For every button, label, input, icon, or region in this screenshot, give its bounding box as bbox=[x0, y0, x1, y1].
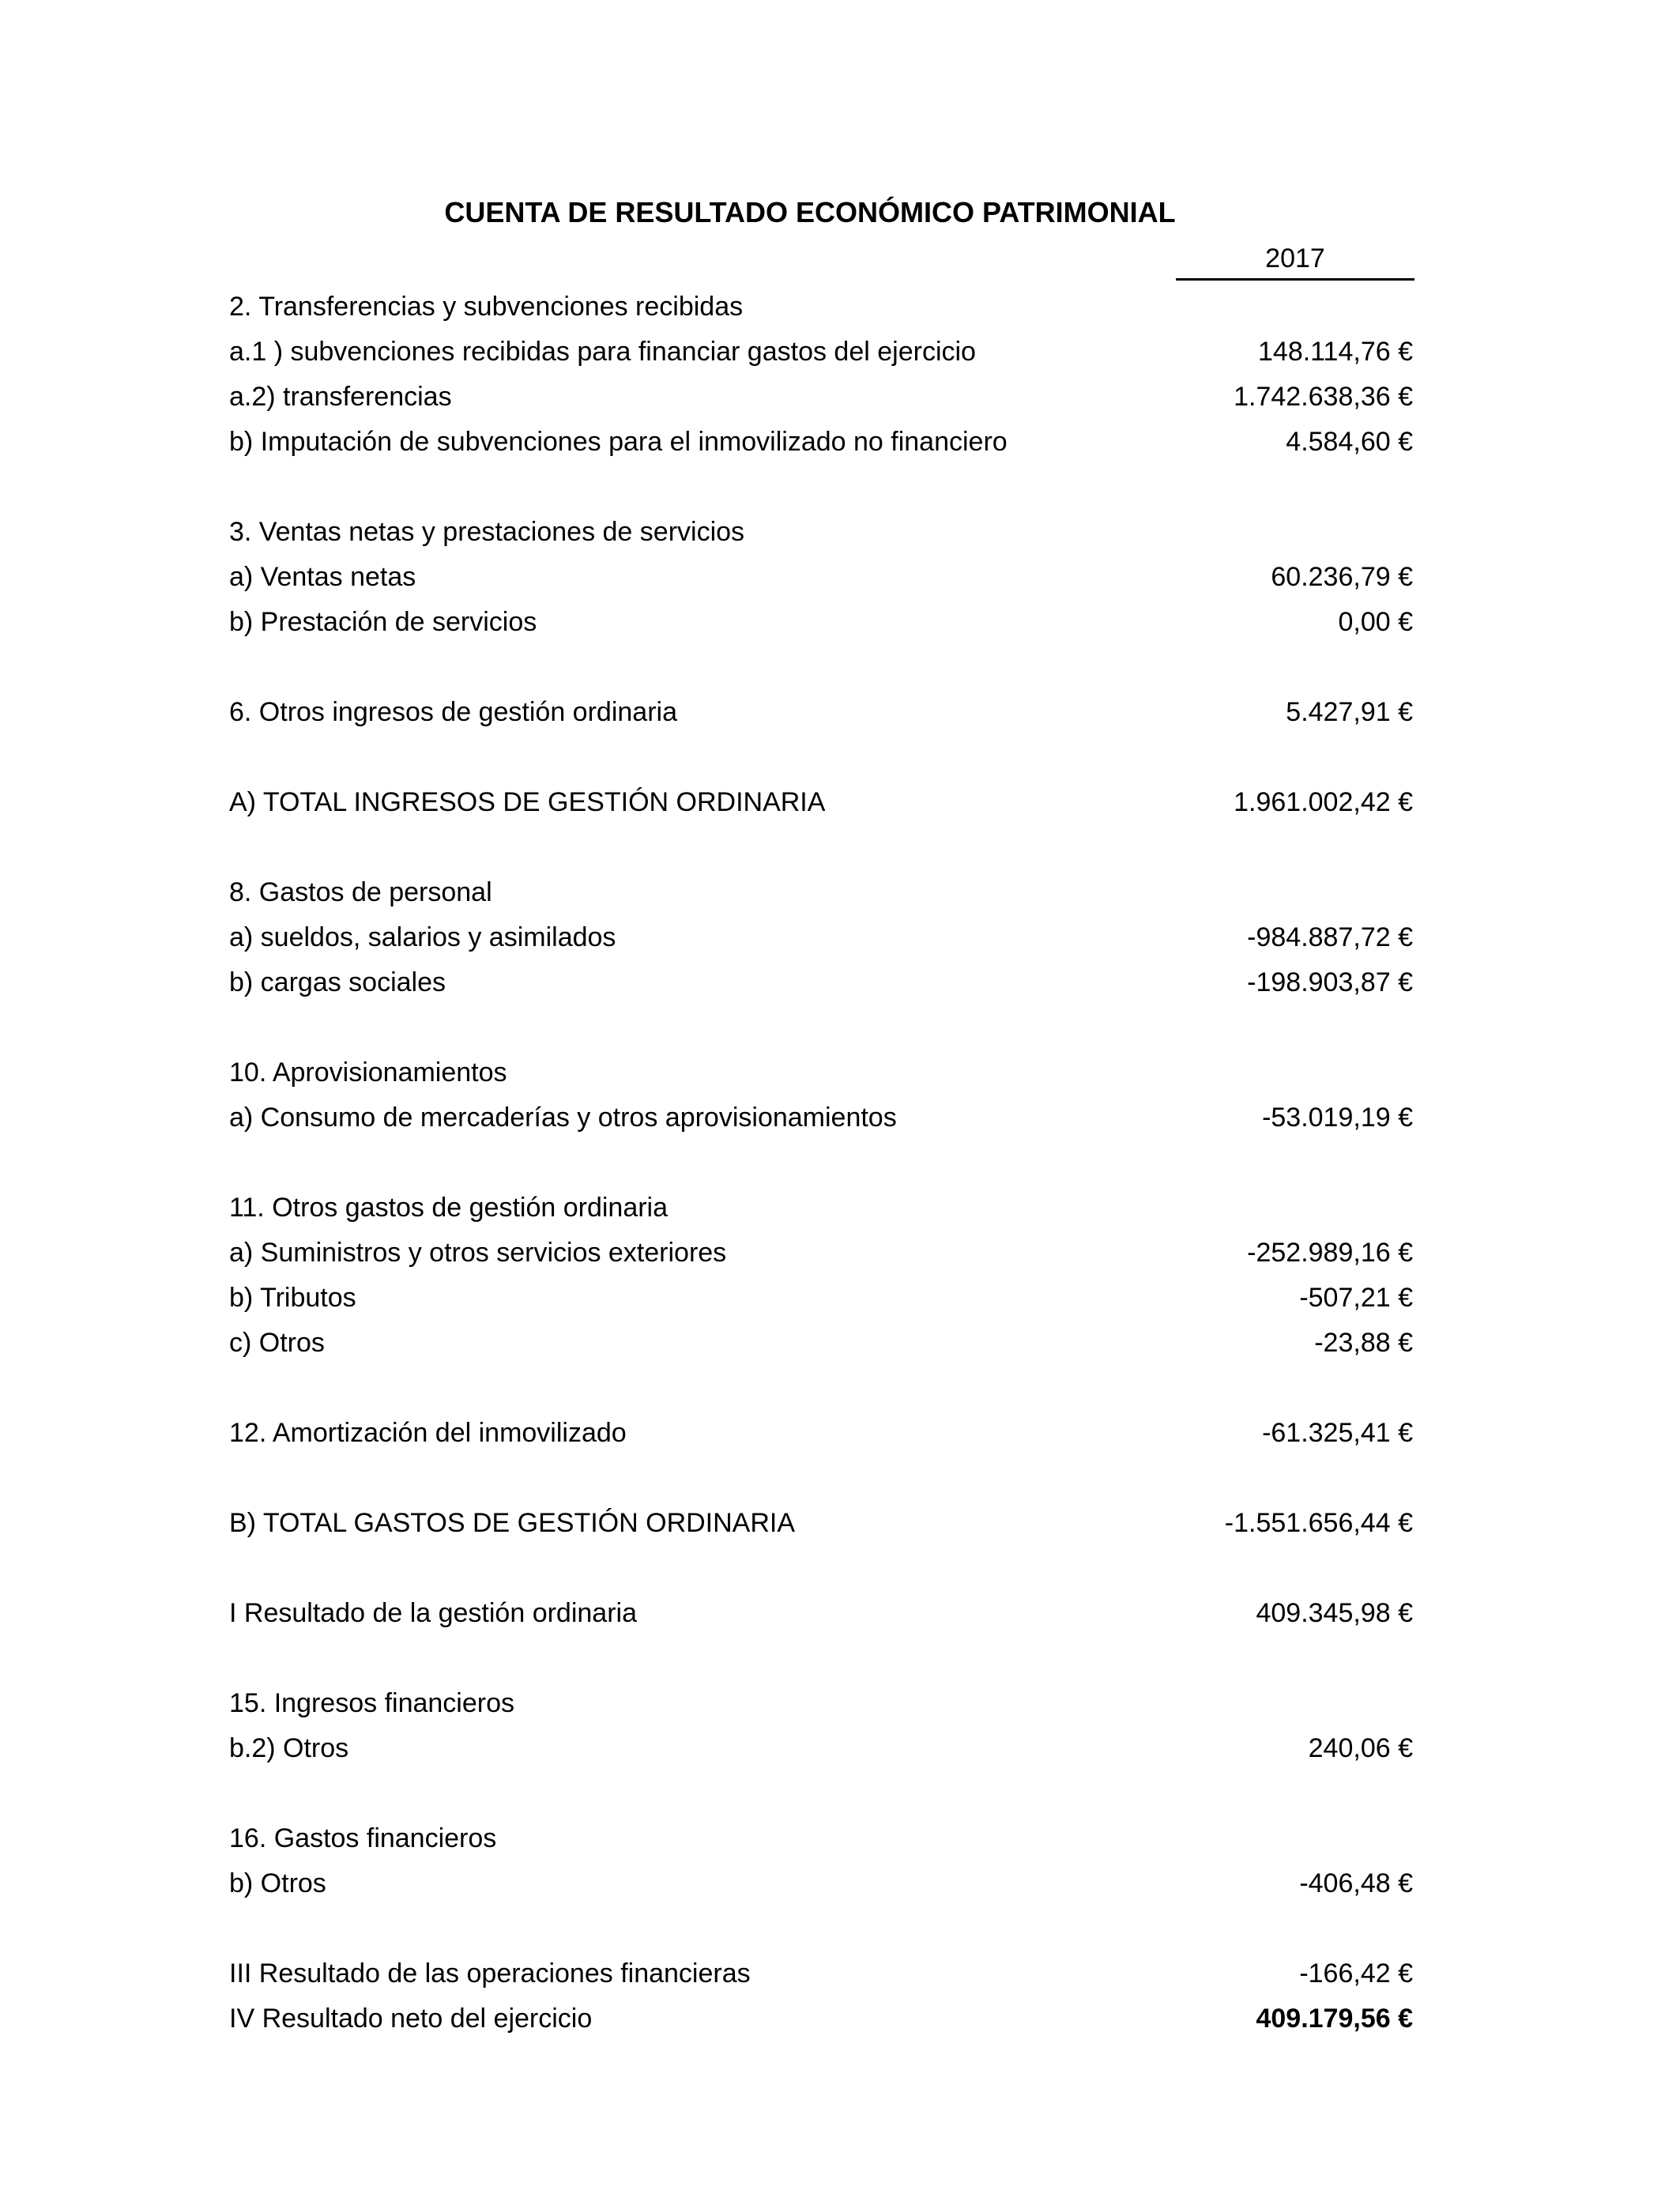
year-column-header: 2017 bbox=[1176, 239, 1414, 281]
row-label: a.1 ) subvenciones recibidas para financiar gastos del ejercicio bbox=[229, 337, 976, 367]
statement-row bbox=[229, 1321, 1413, 1366]
row-value: 148.114,76 € bbox=[1258, 337, 1413, 367]
row-value: -406,48 € bbox=[1299, 1868, 1413, 1898]
row-label: B) TOTAL GASTOS DE GESTIÓN ORDINARIA bbox=[229, 1508, 796, 1538]
row-value: -23,88 € bbox=[1314, 1328, 1413, 1358]
statement-row bbox=[229, 1906, 1413, 1951]
statement-row bbox=[229, 1816, 1413, 1861]
row-value: -252.989,16 € bbox=[1247, 1238, 1413, 1268]
row-value: 1.961.002,42 € bbox=[1234, 787, 1413, 817]
row-label: 10. Aprovisionamientos bbox=[229, 1057, 507, 1088]
row-value: 5.427,91 € bbox=[1286, 697, 1413, 727]
statement-row bbox=[229, 1411, 1413, 1456]
row-label: b.2) Otros bbox=[229, 1733, 349, 1763]
row-label: a.2) transferencias bbox=[229, 382, 452, 412]
row-label: A) TOTAL INGRESOS DE GESTIÓN ORDINARIA bbox=[229, 787, 826, 817]
statement-row bbox=[229, 1186, 1413, 1231]
row-value: -61.325,41 € bbox=[1262, 1418, 1413, 1448]
statement-row bbox=[229, 780, 1413, 825]
row-value: 60.236,79 € bbox=[1271, 562, 1413, 592]
statement-row bbox=[229, 1050, 1413, 1095]
statement-row bbox=[229, 870, 1413, 915]
row-value: 0,00 € bbox=[1338, 607, 1413, 637]
statement-table bbox=[229, 285, 1413, 2041]
row-value: -53.019,19 € bbox=[1262, 1103, 1413, 1133]
row-label: a) Ventas netas bbox=[229, 562, 416, 592]
row-value: 4.584,60 € bbox=[1286, 427, 1413, 457]
statement-row bbox=[229, 1231, 1413, 1276]
statement-row bbox=[229, 285, 1413, 330]
statement-row bbox=[229, 1771, 1413, 1816]
row-label: 3. Ventas netas y prestaciones de servicios bbox=[229, 517, 745, 547]
statement-row bbox=[229, 1861, 1413, 1906]
statement-row bbox=[229, 1140, 1413, 1186]
statement-row bbox=[229, 735, 1413, 780]
statement-row bbox=[229, 375, 1413, 420]
row-value: -984.887,72 € bbox=[1247, 922, 1413, 952]
statement-row bbox=[229, 1456, 1413, 1501]
row-label: III Resultado de las operaciones financieras bbox=[229, 1958, 751, 1989]
statement-row bbox=[229, 1996, 1413, 2041]
statement-row bbox=[229, 915, 1413, 960]
statement-row bbox=[229, 690, 1413, 735]
row-label: IV Resultado neto del ejercicio bbox=[229, 2004, 593, 2034]
statement-row bbox=[229, 1636, 1413, 1681]
statement-row bbox=[229, 1276, 1413, 1321]
row-label: b) Tributos bbox=[229, 1283, 356, 1313]
row-label: b) Otros bbox=[229, 1868, 326, 1898]
row-value: -507,21 € bbox=[1299, 1283, 1413, 1313]
row-value: 409.179,56 € bbox=[1256, 2004, 1413, 2034]
row-label: I Resultado de la gestión ordinaria bbox=[229, 1598, 637, 1628]
statement-row bbox=[229, 510, 1413, 555]
row-label: 15. Ingresos financieros bbox=[229, 1688, 514, 1718]
statement-row bbox=[229, 600, 1413, 645]
row-label: 16. Gastos financieros bbox=[229, 1823, 497, 1853]
statement-row bbox=[229, 1366, 1413, 1411]
row-value: -198.903,87 € bbox=[1247, 967, 1413, 997]
statement-row bbox=[229, 465, 1413, 510]
statement-row bbox=[229, 645, 1413, 690]
row-value: 409.345,98 € bbox=[1256, 1598, 1413, 1628]
row-value: 1.742.638,36 € bbox=[1234, 382, 1413, 412]
statement-row bbox=[229, 330, 1413, 375]
row-label: 6. Otros ingresos de gestión ordinaria bbox=[229, 697, 677, 727]
row-value: -166,42 € bbox=[1299, 1958, 1413, 1989]
statement-row bbox=[229, 1005, 1413, 1050]
row-value: -1.551.656,44 € bbox=[1224, 1508, 1413, 1538]
statement-row bbox=[229, 1501, 1413, 1546]
row-label: a) Consumo de mercaderías y otros aprovisionamientos bbox=[229, 1103, 897, 1133]
row-label: a) sueldos, salarios y asimilados bbox=[229, 922, 616, 952]
statement-row bbox=[229, 1951, 1413, 1996]
statement-row bbox=[229, 1726, 1413, 1771]
statement-row bbox=[229, 1591, 1413, 1636]
row-label: b) Imputación de subvenciones para el inmovilizado no financiero bbox=[229, 427, 1008, 457]
row-label: 11. Otros gastos de gestión ordinaria bbox=[229, 1193, 669, 1223]
row-label: 8. Gastos de personal bbox=[229, 877, 492, 907]
statement-row bbox=[229, 555, 1413, 600]
page-title: CUENTA DE RESULTADO ECONÓMICO PATRIMONIAL bbox=[444, 196, 1176, 228]
row-label: 2. Transferencias y subvenciones recibidas bbox=[229, 292, 744, 322]
row-label: b) Prestación de servicios bbox=[229, 607, 537, 637]
row-label: b) cargas sociales bbox=[229, 967, 446, 997]
statement-row bbox=[229, 420, 1413, 465]
statement-row bbox=[229, 825, 1413, 870]
row-label: 12. Amortización del inmovilizado bbox=[229, 1418, 627, 1448]
statement-row bbox=[229, 1681, 1413, 1726]
statement-row bbox=[229, 960, 1413, 1005]
statement-row bbox=[229, 1095, 1413, 1140]
statement-row bbox=[229, 1546, 1413, 1591]
row-label: c) Otros bbox=[229, 1328, 325, 1358]
row-label: a) Suministros y otros servicios exteriores bbox=[229, 1238, 727, 1268]
row-value: 240,06 € bbox=[1308, 1733, 1413, 1763]
